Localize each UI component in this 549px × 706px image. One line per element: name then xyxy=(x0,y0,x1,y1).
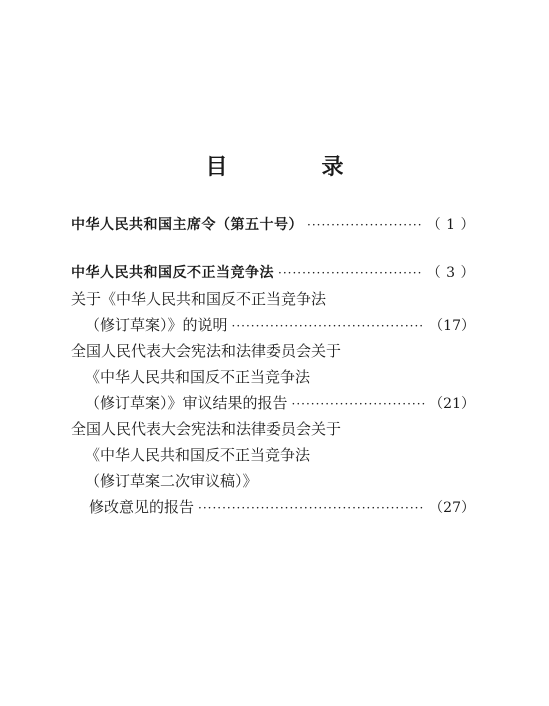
toc-page-number: （ 3 ） xyxy=(426,265,475,281)
toc-leader-dots xyxy=(198,495,425,521)
toc-entry-presidential-order[interactable] xyxy=(71,212,475,238)
toc-leader-dots xyxy=(292,391,426,417)
toc-entry-explanation[interactable] xyxy=(71,286,475,338)
toc-entry-title-line: 关于《中华人民共和国反不正当竞争法 xyxy=(71,290,327,308)
toc-entry-review-report[interactable] xyxy=(71,338,475,416)
toc-page-number: （27） xyxy=(429,500,475,516)
toc-page-number: （17） xyxy=(429,318,475,334)
toc-page-number: （21） xyxy=(429,396,475,412)
toc-page-number: （ 1 ） xyxy=(426,217,475,233)
toc-leader-dots xyxy=(307,212,423,238)
toc-entry-law[interactable] xyxy=(71,260,475,286)
toc-entry-title-line: 全国人民代表大会宪法和法律委员会关于 xyxy=(71,420,342,438)
toc-entry-title-line: 全国人民代表大会宪法和法律委员会关于 xyxy=(71,342,342,360)
toc-entry-title-line: 《中华人民共和国反不正当竞争法 xyxy=(85,368,311,386)
toc-entry-title-line: （修订草案）》的说明 xyxy=(85,316,228,334)
table-of-contents xyxy=(71,212,475,520)
toc-entry-title-line: 修改意见的报告 xyxy=(89,498,195,516)
toc-entry-title-line: 《中华人民共和国反不正当竞争法 xyxy=(85,446,311,464)
toc-entry-title: 中华人民共和国主席令（第五十号） xyxy=(71,217,303,233)
toc-entry-revision-report[interactable] xyxy=(71,416,475,520)
toc-entry-title: 中华人民共和国反不正当竞争法 xyxy=(71,265,274,281)
toc-entry-title-line: （修订草案）》审议结果的报告 xyxy=(85,394,288,412)
toc-leader-dots xyxy=(232,313,426,339)
page-title: 目 录 xyxy=(205,155,380,180)
toc-leader-dots xyxy=(278,260,423,286)
toc-entry-title-line: （修订草案二次审议稿）》 xyxy=(85,472,258,490)
